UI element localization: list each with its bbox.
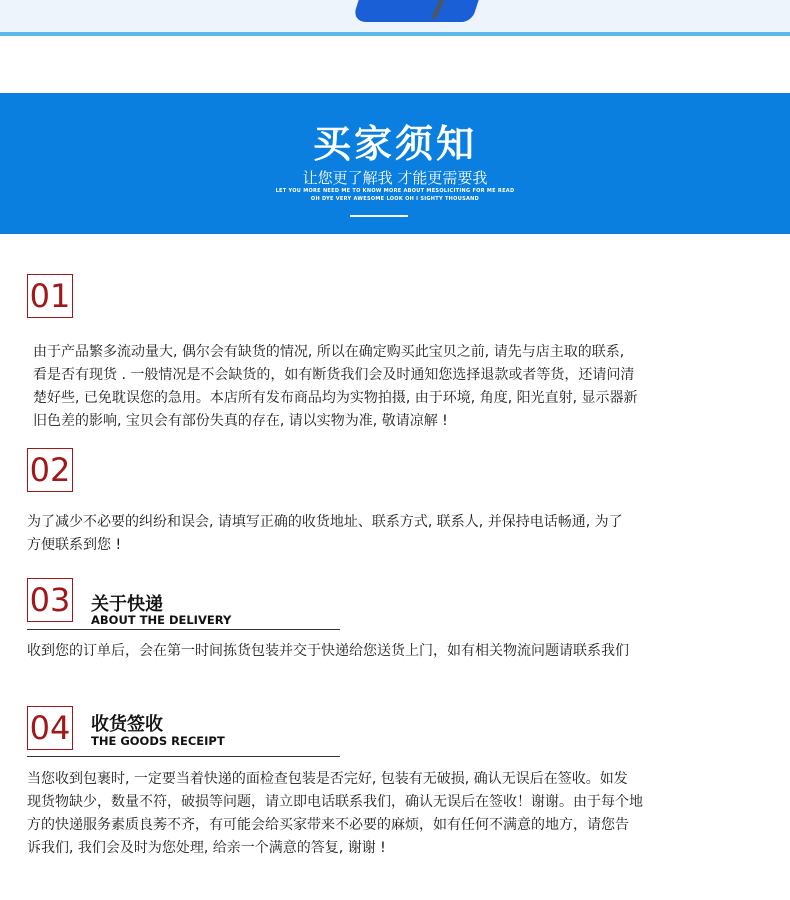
section-02-line: 方便联系到您 ! [27, 537, 122, 553]
section-04-line: 诉我们, 我们会及时为您处理, 给亲一个满意的答复, 谢谢 ! [27, 840, 386, 856]
section-01-line: 看是否有现货 . 一般情况是不会缺货的，如有断货我们会及时通知您选择退款或者等货，还请问清 [33, 367, 635, 383]
section-01-line: 由于产品繁多流动量大, 偶尔会有缺货的情况, 所以在确定购买此宝贝之前, 请先与店主取的联系, [33, 344, 625, 360]
product-photo-remnant [0, 0, 790, 32]
delivery-title: 关于快递 [91, 594, 163, 615]
banner-underline [350, 215, 408, 217]
section-02-text [27, 511, 623, 557]
section-04-text [27, 768, 643, 860]
section-number-03: 03 [27, 578, 73, 622]
section-02-line: 为了减少不必要的纠纷和误会, 请填写正确的收货地址、联系方式, 联系人, 并保持电话畅通, 为了 [27, 514, 623, 530]
section-01-text [33, 341, 638, 433]
section-04-line: 现货物缺少，数量不符，破损等问题，请立即电话联系我们，确认无误后在签收！谢谢。由于每个地 [27, 794, 643, 810]
section-01-line: 旧色差的影响, 宝贝会有部份失真的存在, 请以实物为准, 敬请凉解 ! [33, 413, 448, 429]
top-divider-stripe [0, 32, 790, 36]
section-03-text [27, 640, 629, 663]
delivery-title-en: ABOUT THE DELIVERY [91, 613, 232, 627]
delivery-title-divider [27, 629, 340, 630]
section-number-01: 01 [27, 274, 73, 318]
banner-english-line-1: LET YOU MORE NEED ME TO KNOW MORE ABOUT MESOLICITING FOR ME READ [275, 188, 515, 194]
section-03-line: 收到您的订单后，会在第一时间拣货包装并交于快递给您送货上门，如有相关物流问题请联系我们 [27, 643, 629, 659]
receipt-title-divider [27, 756, 340, 757]
banner-subtitle: 让您更了解我 才能更需要我 [302, 169, 488, 187]
banner-title: 买家须知 [312, 122, 477, 166]
receipt-title-en: THE GOODS RECEIPT [91, 734, 225, 748]
buyer-notice-banner [0, 93, 790, 234]
section-number-02: 02 [27, 448, 73, 492]
section-04-line: 方的快递服务素质良莠不齐，有可能会给买家带来不必要的麻烦，如有任何不满意的地方，请您告 [27, 817, 629, 833]
section-04-line: 当您收到包裹时, 一定要当着快递的面检查包装是否完好, 包装有无破损, 确认无误后在签收。如发 [27, 771, 628, 787]
receipt-title: 收货签收 [91, 714, 163, 735]
banner-english-line-2: OH DYE VERY AWESOME LOOK OH I SIGHTY THOUSAND [310, 196, 480, 202]
section-01-line: 楚好些, 已免耽误您的急用。本店所有发布商品均为实物拍摄, 由于环境, 角度, 阳光直射, 显示器新 [33, 390, 638, 406]
section-number-04: 04 [27, 706, 73, 750]
product-shape [352, 0, 489, 22]
